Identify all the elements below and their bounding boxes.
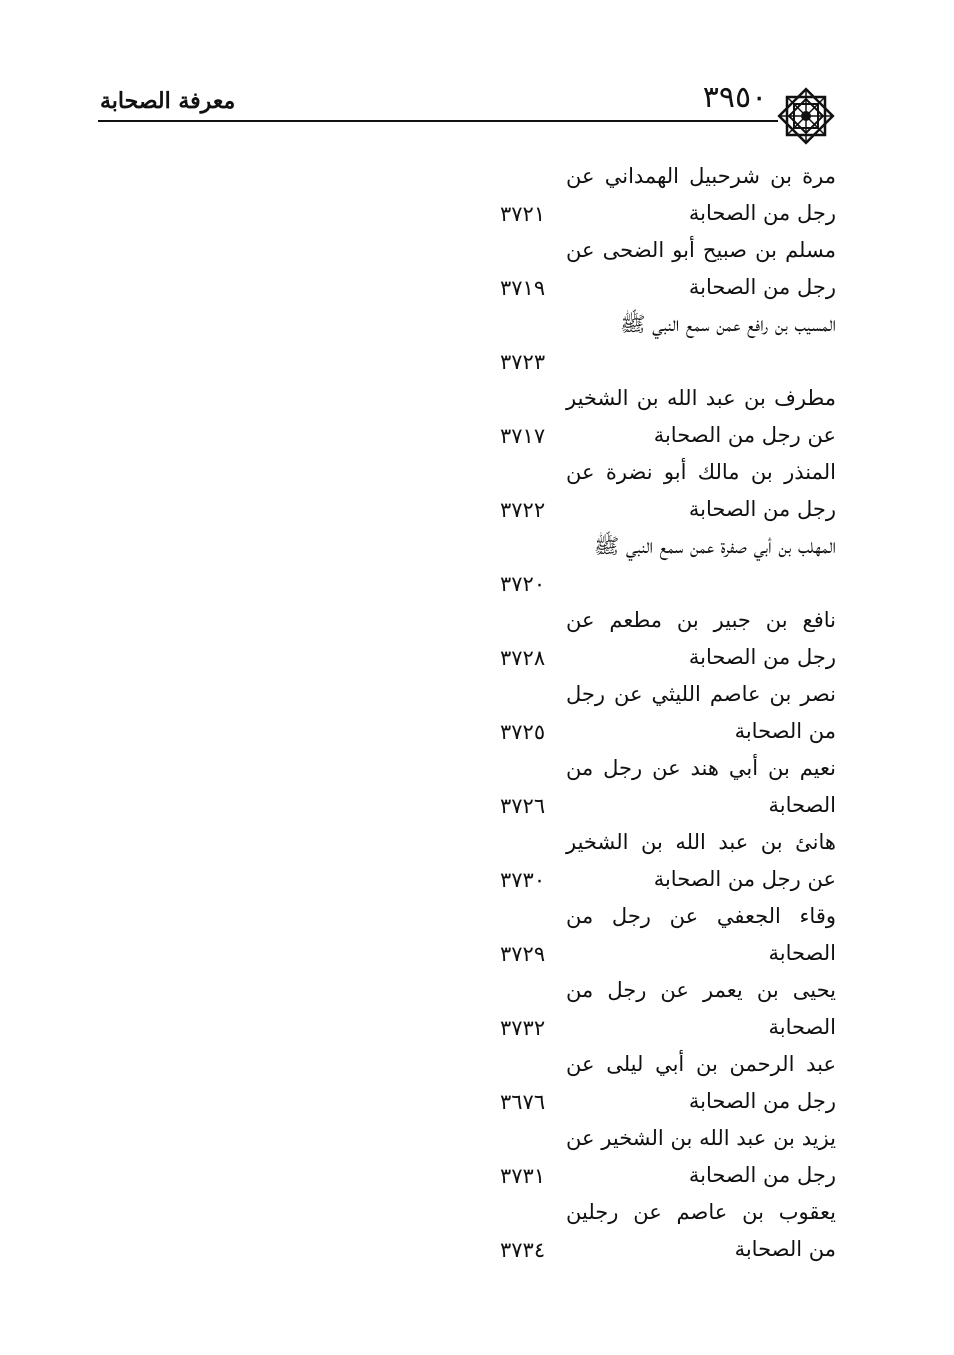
entry-number: ٣٧١٩ [500, 276, 546, 300]
entry-name: نصر بن عاصم الليثي عن رجل من الصحابة [566, 682, 836, 743]
entry-number: ٣٧٢٦ [500, 794, 546, 818]
entry-name: المسيب بن رافع عمن سمع النبي ﷺ [620, 312, 836, 336]
index-entry [0, 232, 954, 306]
index-entry [0, 1120, 954, 1194]
index-entry [0, 454, 954, 528]
entry-name: يزيد بن عبد الله بن الشخير عن رجل من الصحابة [566, 1126, 836, 1187]
index-entry [0, 528, 954, 602]
entry-name: نافع بن جبير بن مطعم عن رجل من الصحابة [566, 608, 836, 669]
entry-name: نعيم بن أبي هند عن رجل من الصحابة [566, 756, 836, 817]
index-entry [0, 1046, 954, 1120]
index-entry [0, 898, 954, 972]
entry-name: يعقوب بن عاصم عن رجلين من الصحابة [566, 1200, 836, 1261]
entry-number: ٣٧٢٩ [500, 942, 546, 966]
entry-number: ٣٧٢٣ [500, 350, 546, 374]
index-entry [0, 972, 954, 1046]
entry-number: ٣٧٣١ [500, 1164, 546, 1188]
entry-number: ٣٧٣٤ [500, 1238, 546, 1262]
entry-number: ٣٧٢٨ [500, 646, 546, 670]
entry-number: ٣٧١٧ [500, 424, 546, 448]
entry-name: مطرف بن عبد الله بن الشخير عن رجل من الصحابة [566, 386, 836, 447]
index-list [0, 158, 954, 1268]
entry-name: يحيى بن يعمر عن رجل من الصحابة [566, 978, 836, 1039]
index-entry [0, 824, 954, 898]
entry-number: ٣٧٢٥ [500, 720, 546, 744]
entry-name: عبد الرحمن بن أبي ليلى عن رجل من الصحابة [566, 1052, 836, 1113]
entry-number: ٣٧٢٠ [500, 572, 546, 596]
entry-name: المهلب بن أبي صفرة عمن سمع النبي ﷺ [593, 534, 836, 558]
entry-name: مسلم بن صبيح أبو الضحى عن رجل من الصحابة [566, 238, 836, 299]
header-rule [98, 120, 778, 122]
entry-name: مرة بن شرحبيل الهمداني عن رجل من الصحابة [566, 164, 836, 225]
entry-name: المنذر بن مالك أبو نضرة عن رجل من الصحابة [566, 460, 836, 521]
entry-number: ٣٧٣٠ [500, 868, 546, 892]
entry-name: هانئ بن عبد الله بن الشخير عن رجل من الصحابة [566, 830, 836, 891]
index-entry [0, 676, 954, 750]
entry-number: ٣٧٣٢ [500, 1016, 546, 1040]
index-entry [0, 158, 954, 232]
entry-number: ٣٧٢٢ [500, 498, 546, 522]
index-entry [0, 602, 954, 676]
entry-number: ٣٧٢١ [500, 202, 546, 226]
index-entry [0, 306, 954, 380]
running-title: معرفة الصحابة [100, 88, 236, 114]
index-entry [0, 750, 954, 824]
octagram-ornament-icon [775, 85, 837, 147]
index-entry [0, 380, 954, 454]
entry-name: وقاء الجعفي عن رجل من الصحابة [566, 904, 836, 965]
page-number: ٣٩٥٠ [702, 80, 768, 115]
entry-number: ٣٦٧٦ [500, 1090, 546, 1114]
page-header [0, 0, 954, 160]
index-entry [0, 1194, 954, 1268]
